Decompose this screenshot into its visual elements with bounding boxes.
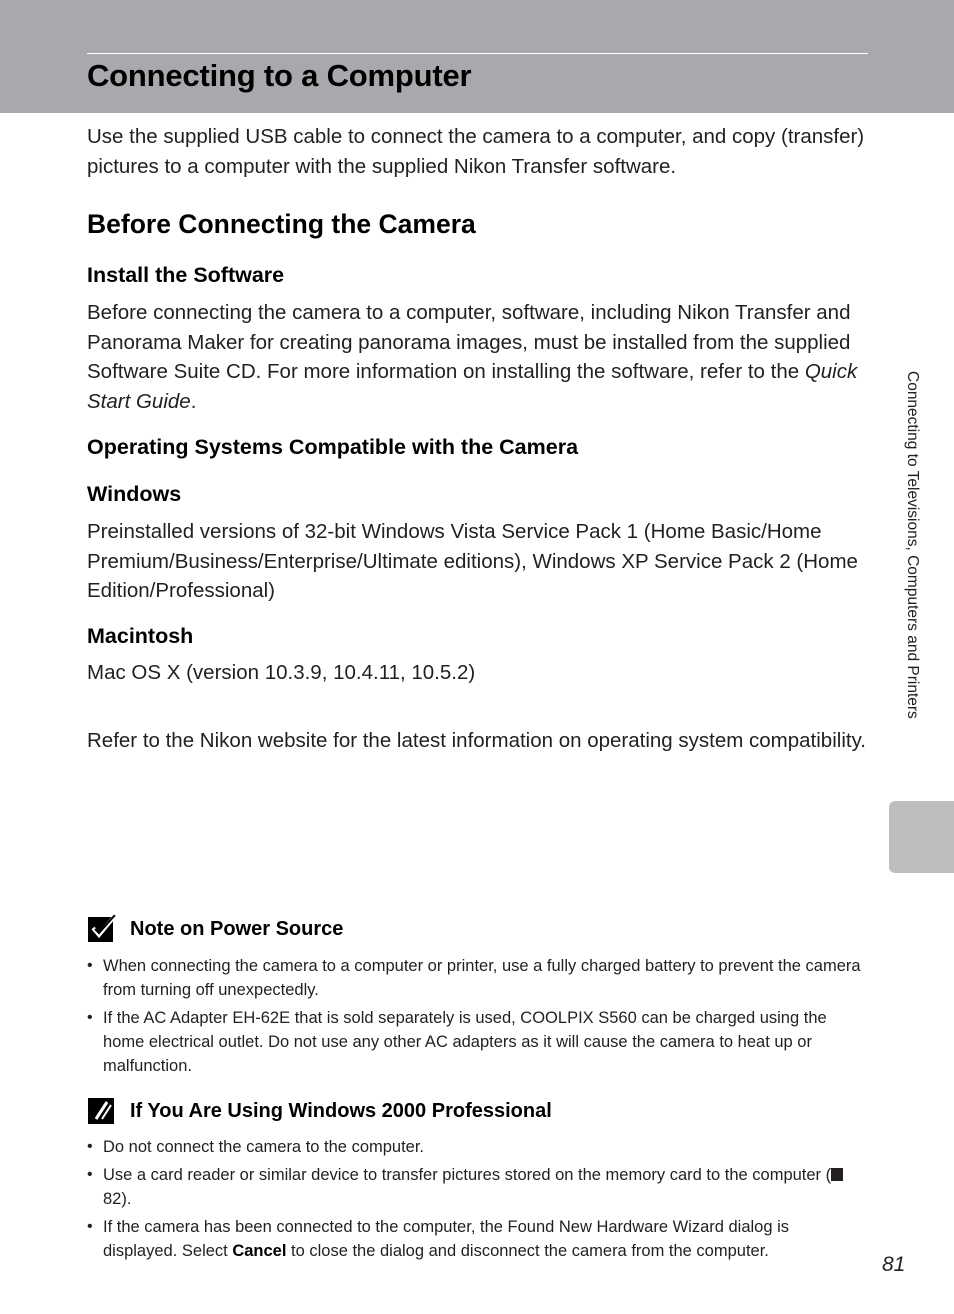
install-text: Before connecting the camera to a computer, software, including Nikon Transfer and Panorama Maker for creating panorama images, must be installed from the supplied Software Suite CD. For more information on installing the software, refer to the (87, 301, 851, 383)
intro-paragraph: Use the supplied USB cable to connect the camera to a computer, and copy (transfer) pictures to a computer with the supplied Nikon Transfer software. (87, 125, 865, 178)
subheading-windows: Windows (87, 482, 182, 506)
compatibility-paragraph: Refer to the Nikon website for the latest information on operating system compatibility. (87, 729, 866, 752)
note-windows2000-heading (87, 1096, 552, 1126)
section-heading-before-connecting: Before Connecting the Camera (87, 209, 476, 239)
header-band (0, 0, 954, 113)
note-power-list (87, 954, 867, 1082)
install-paragraph (87, 298, 867, 416)
quick-start-guide-title: Quick Start Guide (87, 360, 858, 413)
windows-paragraph: Preinstalled versions of 32-bit Windows Vista Service Pack 1 (Home Basic/Home Premium/Business/Enterprise/Ultimate editions), Windows XP Service Pack 2 (Home Edition/Professional) (87, 520, 858, 602)
page-reference-icon (831, 1168, 843, 1181)
subheading-macintosh: Macintosh (87, 624, 194, 648)
side-tab-label: Connecting to Televisions, Computers and Printers (904, 371, 921, 719)
bullet-text: If the camera has been connected to the computer, the Found New Hardware Wizard dialog is displayed. Select (103, 1218, 790, 1260)
page-reference-number: 82 (103, 1190, 122, 1208)
cancel-label: Cancel (232, 1242, 287, 1260)
subheading-install-software: Install the Software (87, 263, 285, 287)
side-tab-marker (889, 801, 954, 873)
bullet-text-end: ). (121, 1190, 132, 1208)
macintosh-paragraph: Mac OS X (version 10.3.9, 10.4.11, 10.5.2) (87, 661, 476, 684)
subheading-operating-systems: Operating Systems Compatible with the Camera (87, 435, 579, 459)
list-item (87, 1215, 867, 1263)
pencil-icon (87, 1097, 117, 1125)
list-item: • If the AC Adapter EH-62E that is sold separately is used, COOLPIX S560 can be charged using the home electrical outlet. Do not use any other AC adapters as it will cause the camera to heat up or malfunction. (87, 1006, 867, 1078)
bullet-text-end: to close the dialog and disconnect the camera from the computer. (286, 1242, 769, 1260)
page-title: Connecting to a Computer (87, 58, 472, 93)
note-windows2000-list (87, 1135, 867, 1267)
bullet-text: Use a card reader or similar device to transfer pictures stored on the memory card to the computer ( (103, 1166, 832, 1184)
list-item (87, 1163, 867, 1211)
checkmark-icon (87, 915, 117, 943)
note-windows2000-title: If You Are Using Windows 2000 Professional (130, 1099, 552, 1122)
note-power-heading (87, 914, 343, 944)
list-item: • When connecting the camera to a computer or printer, use a fully charged battery to prevent the camera from turning off unexpectedly. (87, 954, 867, 1002)
list-item: • Do not connect the camera to the computer. (87, 1135, 867, 1159)
page-number: 81 (882, 1253, 906, 1276)
install-text-end: . (190, 389, 197, 413)
note-power-title: Note on Power Source (130, 917, 344, 940)
header-rule (87, 53, 868, 54)
